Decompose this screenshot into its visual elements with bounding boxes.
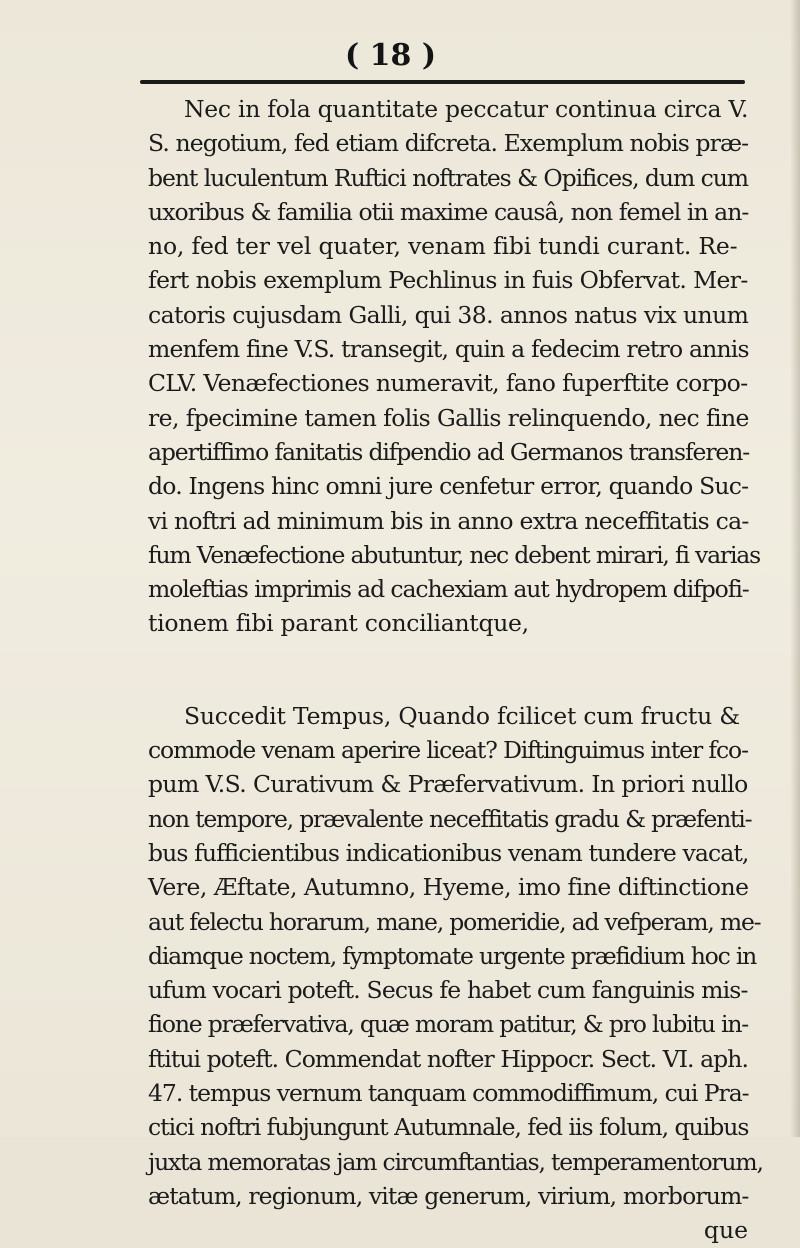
text-line: CLV. Venæfectiones numeravit, fano fuperftite corpo- [148, 369, 748, 398]
text-line: Vere, Æftate, Autumno, Hyeme, imo fine diftinctione [148, 873, 749, 902]
text-line: catoris cujusdam Galli, qui 38. annos natus vix unum [148, 300, 749, 329]
text-line: no, fed ter vel quater, venam fibi tundi curant. Re- [148, 232, 738, 261]
text-line: 47. tempus vernum tanquam commodiffimum, cui Pra- [148, 1079, 749, 1108]
text-line: ætatum, regionum, vitæ generum, virium, morborum- [148, 1181, 749, 1210]
text-line: ufum vocari poteft. Secus fe habet cum fanguinis mis- [148, 976, 748, 1005]
header-rule [140, 80, 745, 84]
text-line: commode venam aperire liceat? Diftinguimus inter fco- [148, 736, 748, 765]
text-line: uxoribus & familia otii maxime causâ, non femel in an- [148, 197, 749, 226]
text-line: fert nobis exemplum Pechlinus in fuis Obfervat. Mer- [148, 266, 748, 295]
text-line: moleftias imprimis ad cachexiam aut hydropem difpofi- [148, 575, 749, 604]
text-line: re, fpecimine tamen folis Gallis relinquendo, nec fine [148, 403, 749, 432]
page-edge-shadow [790, 0, 800, 1137]
text-line: ctici noftri fubjungunt Autumnale, fed iis folum, quibus [148, 1113, 749, 1142]
text-line: que [703, 1216, 748, 1245]
text-line: fione præfervativa, quæ moram patitur, & pro lubitu in- [148, 1010, 749, 1039]
body-text [148, 92, 763, 1248]
text-line: bus fufficientibus indicationibus venam tundere vacat, [148, 838, 749, 867]
text-line: tionem fibi parant conciliantque, [148, 609, 529, 638]
text-line: do. Ingens hinc omni jure cenfetur error, quando Suc- [148, 472, 749, 501]
text-line: ftitui poteft. Commendat nofter Hippocr. Sect. VI. aph. [148, 1044, 748, 1073]
text-line: menfem fine V.S. transegit, quin a fedecim retro annis [148, 335, 749, 364]
text-line: fum Venæfectione abutuntur, nec debent mirari, fi varias [148, 540, 760, 569]
text-line: apertiffimo fanitatis difpendio ad Germanos transferen- [148, 437, 750, 466]
page-number-header: ( 18 ) [345, 38, 437, 73]
text-line: aut felectu horarum, mane, pomeridie, ad vefperam, me- [148, 907, 761, 936]
text-line: vi noftri ad minimum bis in anno extra neceffitatis ca- [148, 506, 749, 535]
text-line: bent luculentum Ruftici noftrates & Opifices, dum cum [148, 163, 749, 192]
paragraph-gap [148, 641, 758, 699]
text-line: pum V.S. Curativum & Præfervativum. In priori nullo [148, 770, 748, 799]
text-line: juxta memoratas jam circumftantias, temperamentorum, [148, 1147, 763, 1176]
text-line: Nec in fola quantitate peccatur continua circa V. [184, 95, 749, 123]
text-line: diamque noctem, fymptomate urgente præfidium hoc in [148, 941, 757, 970]
text-line: non tempore, prævalente neceffitatis gradu & præfenti- [148, 804, 752, 833]
text-line: S. negotium, fed etiam difcreta. Exemplum nobis præ- [148, 129, 749, 158]
text-line: Succedit Tempus, Quando fcilicet cum fructu & [184, 701, 740, 730]
